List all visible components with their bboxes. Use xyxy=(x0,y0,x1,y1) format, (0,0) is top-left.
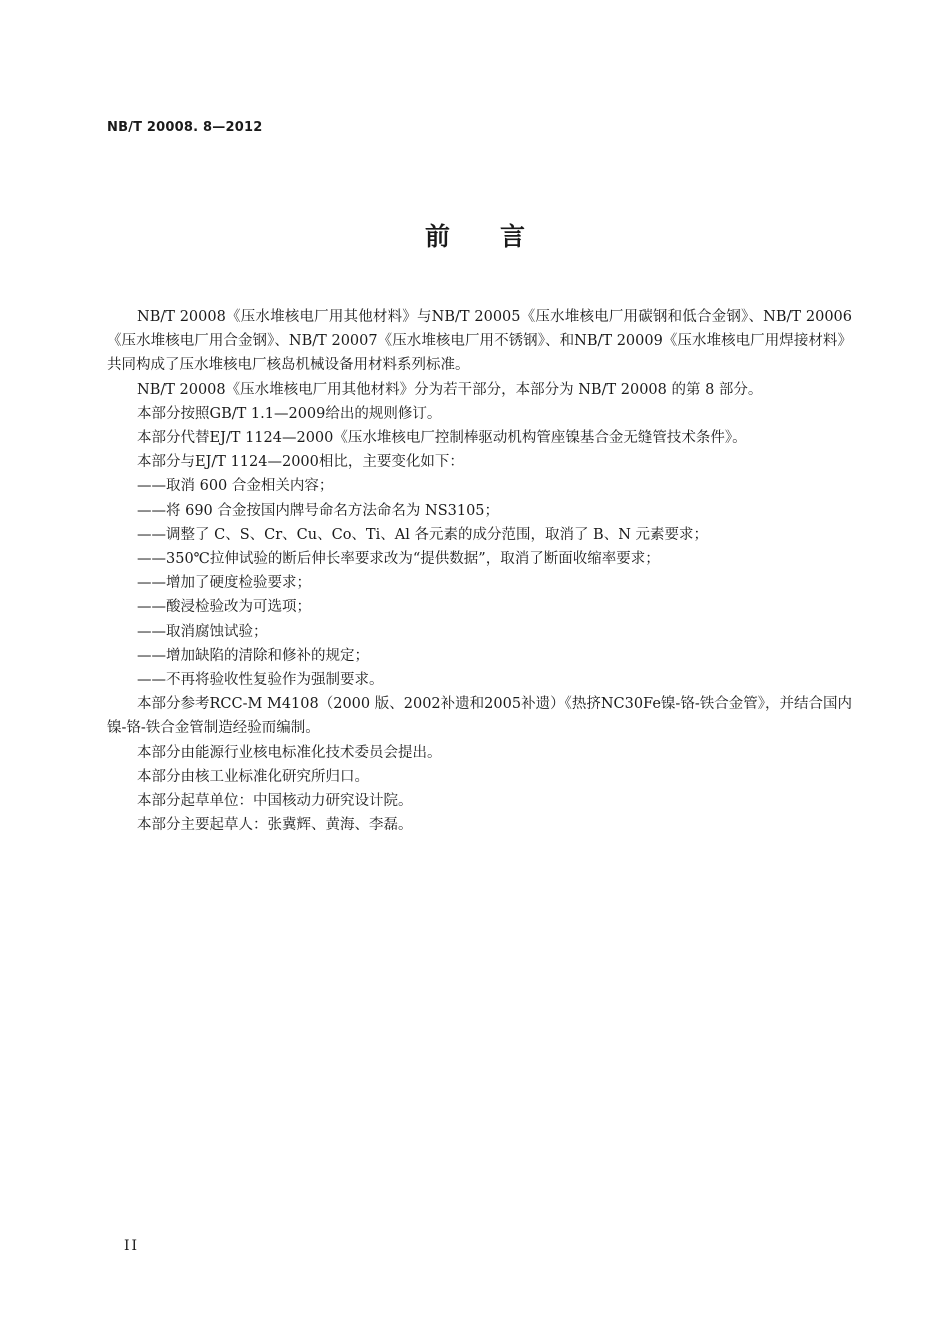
paragraph-proposer: 本部分由能源行业核电标准化技术委员会提出。 xyxy=(137,744,442,761)
paragraph-drafters: 本部分主要起草人：张冀辉、黄海、李磊。 xyxy=(137,817,413,834)
list-item: ——增加缺陷的清除和修补的规定； xyxy=(137,647,369,664)
list-item: ——350℃拉伸试验的断后伸长率要求改为“提供数据”，取消了断面收缩率要求； xyxy=(137,551,660,568)
list-item: ——调整了 C、S、Cr、Cu、Co、Ti、Al 各元素的成分范围，取消了 B、N 元素要求； xyxy=(137,526,709,543)
paragraph-part-info: NB/T 20008《压水堆核电厂用其他材料》分为若干部分，本部分为 NB/T 20008 的第 8 部分。 xyxy=(137,381,763,398)
paragraph-drafting-rules: 本部分按照GB/T 1.1—2009给出的规则修订。 xyxy=(137,405,442,422)
list-item: ——取消 600 合金相关内容； xyxy=(137,478,334,495)
paragraph-changes-intro: 本部分与EJ/T 1124—2000相比，主要变化如下： xyxy=(137,454,464,471)
document-code: NB/T 20008. 8—2012 xyxy=(107,120,263,135)
paragraph-drafting-unit: 本部分起草单位：中国核动力研究设计院。 xyxy=(137,793,413,810)
paragraph-series-intro: NB/T 20008《压水堆核电厂用其他材料》与NB/T 20005《压水堆核电厂用碳钢和低合金钢》、NB/T 20006《压水堆核电厂用合金钢》、NB/T 20007《压水堆核电厂用不锈钢》、和NB/T 20009《压水堆核电厂用焊接材料》共同构成了压水堆核电厂核岛机械设备用材料系列标准。 xyxy=(107,309,852,374)
foreword-body xyxy=(107,305,852,837)
list-item: ——取消腐蚀试验； xyxy=(137,623,268,640)
list-item: ——酸浸检验改为可选项； xyxy=(137,599,311,616)
paragraph-centralized: 本部分由核工业标准化研究所归口。 xyxy=(137,768,369,785)
list-item: ——不再将验收性复验作为强制要求。 xyxy=(137,672,384,689)
list-item: ——增加了硬度检验要求； xyxy=(137,575,311,592)
section-title: 前言 xyxy=(424,222,575,251)
paragraph-reference: 本部分参考RCC-M M4108（2000 版、2002补遗和2005补遗）《热挤NC30Fe镍-铬-铁合金管》，并结合国内镍-铬-铁合金管制造经验而编制。 xyxy=(107,696,852,737)
list-item: ——将 690 合金按国内牌号命名方法命名为 NS3105； xyxy=(137,502,500,519)
page-number: II xyxy=(124,1238,140,1254)
paragraph-replaces: 本部分代替EJ/T 1124—2000《压水堆核电厂控制棒驱动机构管座镍基合金无缝管技术条件》。 xyxy=(137,430,747,447)
